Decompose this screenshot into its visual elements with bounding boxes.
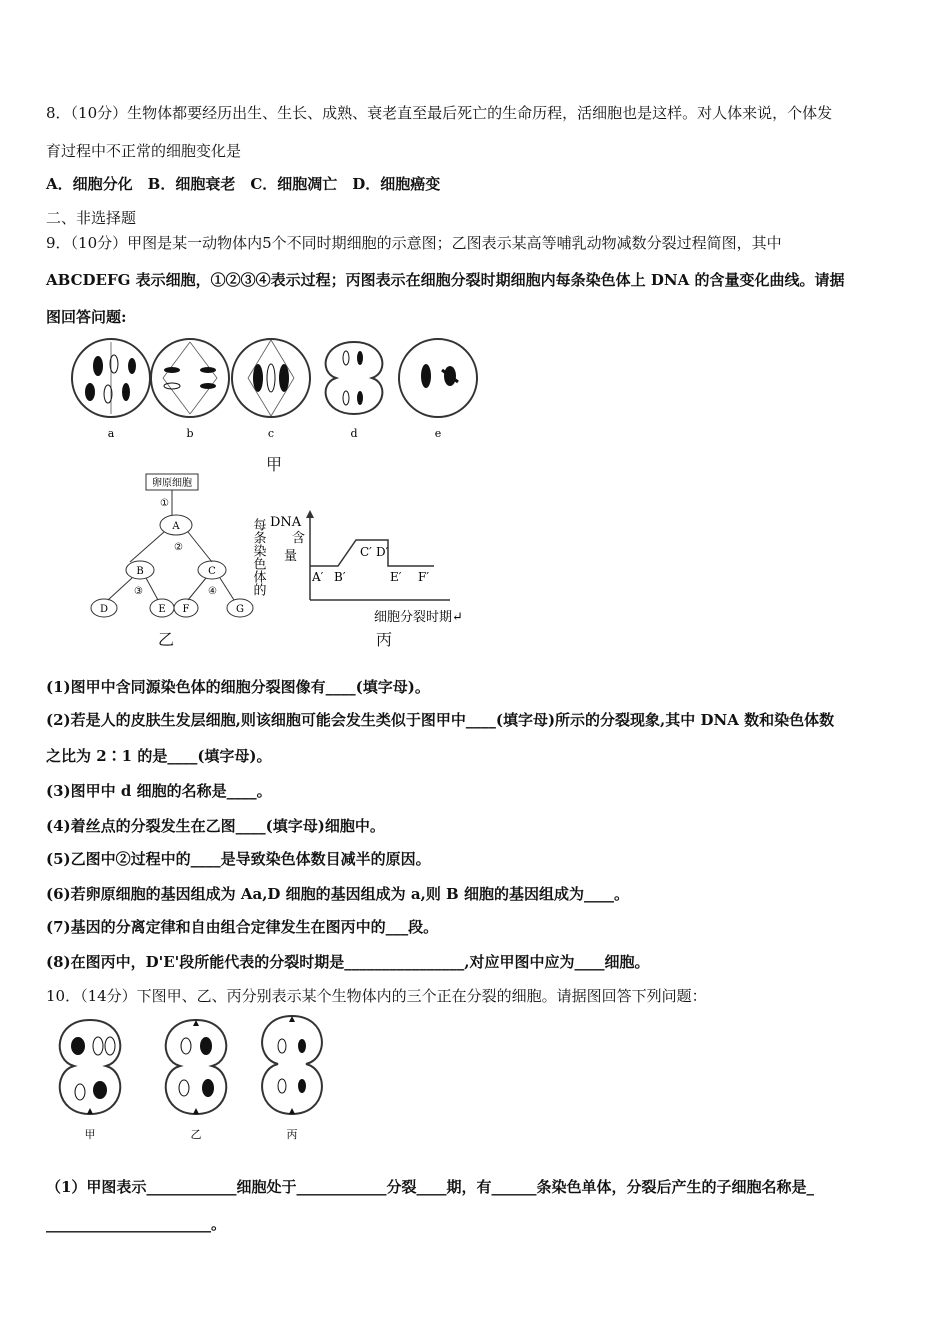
yi-node-e: E xyxy=(158,604,166,615)
cell-e xyxy=(399,339,477,417)
q10-sub1-line2: ______________________。 xyxy=(46,1215,227,1233)
bing-point-b: B′ xyxy=(334,570,346,584)
q9-sub1: (1)图甲中含同源染色体的细胞分裂图像有____(填字母)。 xyxy=(46,678,430,696)
q9-stem-line3: 图回答问题: xyxy=(46,308,127,326)
q10-cell-bing xyxy=(262,1016,322,1114)
label-b: b xyxy=(186,427,194,440)
q10-sub1-line1: （1）甲图表示____________细胞处于____________分裂____期，有______条染色单体，分裂后产生的子细胞名称是_ xyxy=(46,1178,814,1196)
yi-step-1: ① xyxy=(160,498,169,509)
q10-cell-jia xyxy=(60,1020,121,1114)
cell-a xyxy=(72,339,150,417)
q9-stem-line2: ABCDEFG 表示细胞，①②③④表示过程；丙图表示在细胞分裂时期细胞内每条染色体上 DNA 的含量变化曲线。请据 xyxy=(46,271,845,289)
yi-node-c: C xyxy=(208,566,216,577)
q9-sub8: (8)在图丙中，D'E'段所能代表的分裂时期是________________,对应甲图中应为____细胞。 xyxy=(46,953,650,971)
cell-b xyxy=(151,339,229,417)
yi-node-a: A xyxy=(172,521,180,532)
bing-point-d: D′ xyxy=(376,545,389,559)
q9-sub4: (4)着丝点的分裂发生在乙图____(填字母)细胞中。 xyxy=(46,817,385,835)
bing-xlabel: 细胞分裂时期↵ xyxy=(374,610,463,625)
figure-bing-caption: 丙 xyxy=(376,630,393,649)
section-heading: 二、非选择题 xyxy=(46,209,137,227)
figure-yi-caption: 乙 xyxy=(158,630,175,649)
q10-label-bing: 丙 xyxy=(286,1128,298,1141)
figure-bing xyxy=(244,508,474,628)
label-e: e xyxy=(434,427,442,440)
label-a: a xyxy=(107,427,115,440)
bing-point-a: A′ xyxy=(312,570,324,584)
q10-stem: 10．（14分）下图甲、乙、丙分别表示某个生物体内的三个正在分裂的细胞。请据图回答下列问题： xyxy=(46,987,707,1005)
q9-sub6: (6)若卵原细胞的基因组成为 Aa,D 细胞的基因组成为 a,则 B 细胞的基因组成为____。 xyxy=(46,885,629,903)
q9-sub7: (7)基因的分离定律和自由组合定律发生在图丙中的___段。 xyxy=(46,918,439,936)
cell-c xyxy=(232,339,310,417)
figure-yi xyxy=(84,470,264,630)
q10-label-yi: 乙 xyxy=(190,1128,202,1141)
figure-jia-caption: 甲 xyxy=(266,455,283,474)
label-d: d xyxy=(350,427,358,440)
bing-point-c: C′ xyxy=(360,545,372,559)
figure-q10 xyxy=(46,1010,346,1145)
q9-stem-line1: 9．（10分）甲图是某一动物体内5个不同时期细胞的示意图；乙图表示某高等哺乳动物减数分裂过程简图，其中 xyxy=(46,234,782,252)
q10-label-jia: 甲 xyxy=(84,1128,96,1141)
q8-stem-line2: 育过程中不正常的细胞变化是 xyxy=(46,142,242,160)
bing-point-f: F′ xyxy=(418,570,430,584)
bing-point-e: E′ xyxy=(390,570,402,584)
yi-step-2: ② xyxy=(174,542,183,553)
yi-step-3: ③ xyxy=(134,586,143,597)
yi-node-b: B xyxy=(136,566,144,577)
label-c: c xyxy=(267,427,275,440)
bing-ylabel-2: 含 xyxy=(292,531,306,546)
cell-d xyxy=(326,342,383,414)
bing-ylabel-3: 量 xyxy=(284,549,298,564)
q8-stem-line1: 8．（10分）生物体都要经历出生、生长、成熟、衰老直至最后死亡的生命历程，活细胞也是这样。对人体来说，个体发 xyxy=(46,104,833,122)
bing-ylabel-side: 每条染色体的 xyxy=(250,518,266,596)
q10-cell-yi xyxy=(166,1020,227,1114)
yi-node-d: D xyxy=(99,604,109,615)
q8-options: A．细胞分化 B．细胞衰老 C．细胞凋亡 D．细胞癌变 xyxy=(46,175,441,193)
q9-sub2-line1: (2)若是人的皮肤生发层细胞,则该细胞可能会发生类似于图甲中____(填字母)所示的分裂现象,其中 DNA 数和染色体数 xyxy=(46,711,835,729)
q9-sub5: (5)乙图中②过程中的____是导致染色体数目减半的原因。 xyxy=(46,850,431,868)
yi-top-box: 卵原细胞 xyxy=(152,478,192,489)
yi-node-g: G xyxy=(236,604,244,615)
bing-ylabel-top: DNA xyxy=(270,515,302,530)
yi-node-f: F xyxy=(182,604,190,615)
yi-step-4: ④ xyxy=(208,586,217,597)
q9-sub2-line2: 之比为 2∶1 的是____(填字母)。 xyxy=(46,747,272,765)
q9-sub3: (3)图甲中 d 细胞的名称是____。 xyxy=(46,782,272,800)
